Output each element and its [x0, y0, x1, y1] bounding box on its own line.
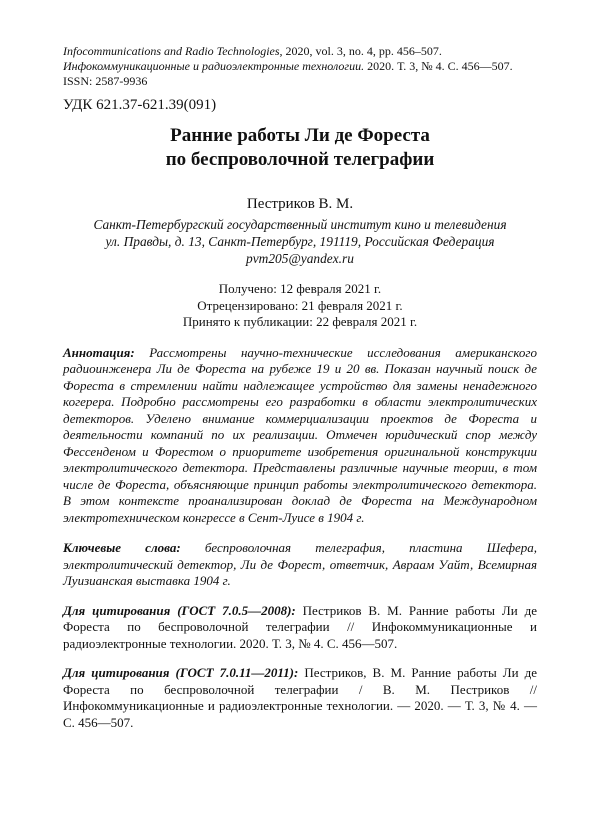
journal-line-en: [63, 44, 537, 59]
article-dates: [63, 281, 537, 331]
date-received: Получено: 12 февраля 2021 г.: [218, 281, 382, 296]
citation-gost-2011: [63, 665, 537, 731]
citation-gost-2008-label: Для цитирования (ГОСТ 7.0.5—2008):: [63, 602, 296, 618]
author-name: Пестриков В. М.: [246, 196, 354, 212]
author-email[interactable]: pvm205@yandex.ru: [246, 251, 354, 266]
citation-gost-2008-text: Пестриков В. М. Ранние работы Ли де Фореста по беспроволочной телеграфии // Инфокоммуникационные и радиоэлектронные технологии. 2020. Т. 3, № 4. С. 456—507.: [63, 602, 537, 651]
journal-header: [63, 44, 537, 89]
abstract-label: Аннотация:: [63, 344, 135, 360]
keywords: [63, 540, 537, 590]
keywords-text: беспроволочная телеграфия, пластина Шефера, электролитический детектор, Ли де Форест, ответчик, Авраам Уайт, Всемирная Луизианская выставка 1904 г.: [63, 540, 537, 588]
citation-gost-2008: [63, 603, 537, 653]
affiliation-address: ул. Правды, д. 13, Санкт-Петербург, 191119, Российская Федерация: [105, 234, 495, 249]
abstract-text: Рассмотрены научно-технические исследования американского радиоинженера Ли де Фореста на рубеже 19 и 20 вв. Показан научный поиск де Фореста в стремлении найти надлежащее устройство для замены ненадежного когерера. Подробно рассмотрены его разработки в области электролитических детекторов. Уделено внимание коммерциализации проектов де Фореста и деятельности компаний по их реализации. Отмечен юридический спор между Фессенденом и Форестом о приоритете изобретения оригинальной конструкции электролитического детектора. Представлены различные научные теории, в том числе де Фореста, объясняющие принцип работы электролитического детектора. В этом контексте проанализирован доклад де Фореста на Международном электротехническом конгрессе в Сент-Луисе в 1904 г.: [63, 344, 537, 525]
udc-code: УДК 621.37-621.39(091): [63, 97, 217, 113]
journal-issn: ISSN: 2587-9936: [63, 74, 148, 88]
keywords-label: Ключевые слова:: [63, 540, 181, 555]
author-affiliation: [63, 216, 537, 267]
journal-line-ru: [63, 59, 537, 74]
date-accepted: Принято к публикации: 22 февраля 2021 г.: [182, 314, 418, 329]
date-reviewed: Отрецензировано: 21 февраля 2021 г.: [197, 297, 403, 313]
journal-details-ru: 2020. Т. 3, № 4. С. 456—507.: [364, 59, 513, 73]
affiliation-institution: Санкт-Петербургский государственный институт кино и телевидения: [93, 217, 507, 232]
title-line-2: по беспроволочной телеграфии: [165, 149, 435, 170]
journal-details-en: 2020, vol. 3, no. 4, pp. 456–507.: [282, 44, 442, 58]
journal-name-en: Infocommunications and Radio Technologies,: [63, 44, 283, 58]
citation-gost-2011-text: Пестриков, В. М. Ранние работы Ли де Фореста по беспроволочной телеграфии / В. М. Пестриков // Инфокоммуникационные и радиоэлектронные технологии. — 2020. — Т. 3, № 4. — С. 456—507.: [63, 665, 537, 730]
title-line-1: Ранние работы Ли де Фореста: [170, 125, 430, 146]
citation-gost-2011-label: Для цитирования (ГОСТ 7.0.11—2011):: [63, 665, 299, 680]
article-title: [63, 124, 537, 172]
abstract: [63, 345, 537, 527]
journal-name-ru: Инфокоммуникационные и радиоэлектронные технологии.: [63, 59, 365, 73]
